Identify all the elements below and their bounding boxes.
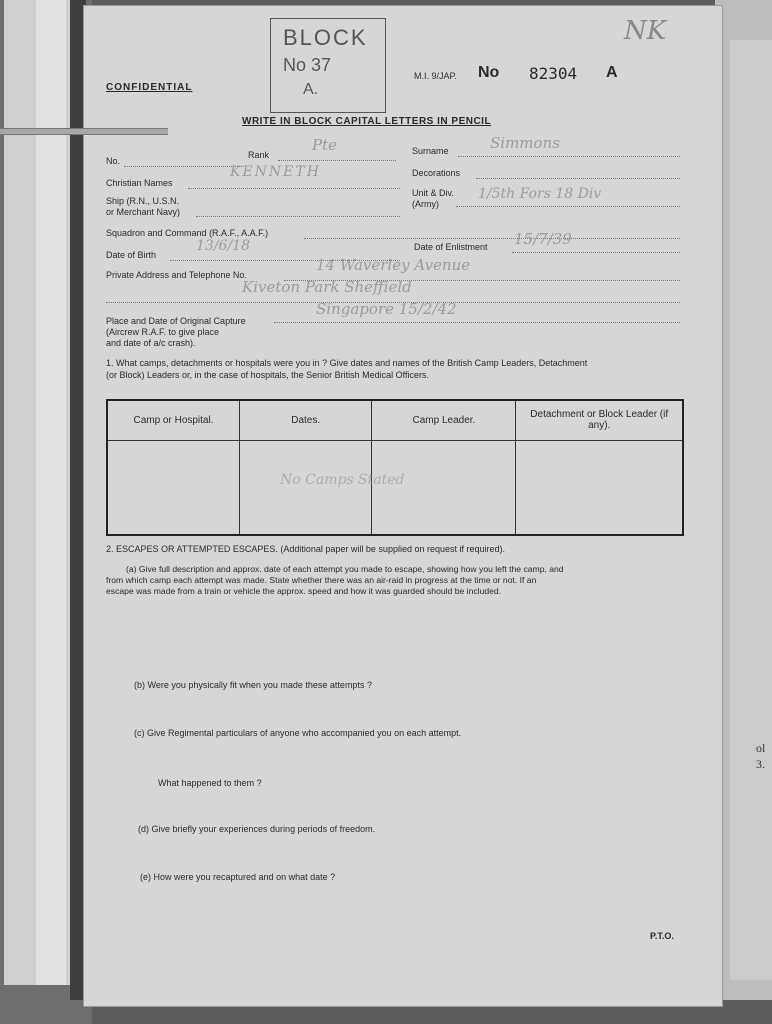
form-page (84, 6, 722, 1006)
section2-a-line-3: escape was made from a train or vehicle the approx. speed and how it was guarded should be included. (106, 586, 502, 596)
col-dates: Dates. (239, 400, 371, 440)
capture-label-3: and date of a/c crash). (106, 338, 196, 348)
enlistment-label: Date of Enlistment (414, 242, 488, 252)
mi-reference: M.I. 9/JAP. (414, 71, 457, 81)
unit-label-1: Unit & Div. (412, 188, 454, 198)
binder-spine-strip (36, 0, 66, 985)
col-camp-leader: Camp Leader. (372, 400, 516, 440)
section2-heading: 2. ESCAPES OR ATTEMPTED ESCAPES. (Additional paper will be supplied on request if required). (106, 544, 506, 554)
rank-value: Pte (312, 136, 337, 154)
no-label: No. (106, 156, 121, 166)
stamp-line-1: BLOCK (283, 25, 368, 50)
cell-camp (107, 440, 239, 535)
cell-detachment-leader (516, 440, 683, 535)
form-suffix: A (606, 64, 618, 81)
capture-label-1: Place and Date of Original Capture (106, 316, 246, 326)
section2-question-e: (e) How were you recaptured and on what date ? (140, 872, 336, 882)
christian-names-field-line (188, 188, 400, 189)
back-sheet-inner (730, 40, 772, 980)
surname-field-line (458, 156, 680, 157)
camps-table (106, 399, 684, 536)
unit-label-2: (Army) (412, 199, 439, 209)
capture-label-2: (Aircrew R.A.F. to give place (106, 327, 220, 337)
section1-question-line-1: 1. What camps, detachments or hospitals were you in ? Give dates and names of the British Camp Leaders, Detachment (106, 358, 588, 368)
dob-value: 13/6/18 (196, 238, 250, 254)
capture-value: Singapore 15/2/42 (316, 300, 457, 318)
section2-question-c-followup: What happened to them ? (158, 778, 262, 788)
section2-question-d: (d) Give briefly your experiences during periods of freedom. (138, 824, 376, 834)
corner-initials: NK (624, 16, 667, 46)
section2-question-b: (b) Were you physically fit when you made these attempts ? (134, 680, 372, 690)
decorations-field-line (476, 178, 680, 179)
no-field-line (124, 166, 244, 167)
surname-value: Simmons (490, 134, 560, 152)
ship-field-line (196, 216, 400, 217)
stamp-line-3: A. (303, 81, 319, 98)
form-number: 82304 (529, 64, 578, 83)
unit-field-line (456, 206, 680, 207)
address-value-2: Kiveton Park Sheffield (242, 278, 412, 296)
unit-value: 1/5th Fors 18 Div (478, 186, 602, 202)
ship-label-1: Ship (R.N., U.S.N. (106, 196, 180, 206)
col-camp-or-hospital: Camp or Hospital. (107, 400, 239, 440)
address-value-1: 14 Waverley Avenue (316, 256, 471, 274)
enlistment-field-line (512, 252, 680, 253)
section2-a-line-1: (a) Give full description and approx. date of each attempt you made to escape, showing how you left the camp, and (126, 564, 564, 574)
surname-label: Surname (412, 146, 449, 156)
binding-string (0, 128, 168, 135)
section2-question-c: (c) Give Regimental particulars of anyone who accompanied you on each attempt. (134, 728, 462, 738)
rank-label: Rank (248, 150, 270, 160)
instruction-heading: WRITE IN BLOCK CAPITAL LETTERS IN PENCIL (242, 116, 492, 127)
camps-table-header (107, 400, 683, 440)
section2-a-line-2: from which camp each attempt was made. State whether there was an air-raid in progress at the time or not. If an (106, 575, 537, 585)
rank-field-line (278, 160, 396, 161)
christian-names-value: KENNETH (230, 164, 321, 180)
decorations-label: Decorations (412, 168, 461, 178)
back-sheet-text: ol 3. (756, 741, 766, 771)
number-label: No (478, 64, 500, 81)
table-note: No Camps Stated (280, 472, 405, 488)
capture-field-line (274, 322, 680, 323)
address-label: Private Address and Telephone No. (106, 270, 247, 280)
dob-label: Date of Birth (106, 250, 157, 260)
binder-left (0, 0, 92, 1024)
squadron-field-line (304, 238, 680, 239)
confidential-label: CONFIDENTIAL (106, 82, 193, 93)
enlistment-value: 15/7/39 (514, 230, 572, 248)
pto-label: P.T.O. (650, 931, 674, 941)
squadron-label: Squadron and Command (R.A.F., A.A.F.) (106, 228, 269, 238)
section1-question-line-2: (or Block) Leaders or, in the case of hospitals, the Senior British Medical Officers. (106, 370, 429, 380)
christian-names-label: Christian Names (106, 178, 173, 188)
stamp-line-2: No 37 (283, 55, 332, 75)
ship-label-2: or Merchant Navy) (106, 207, 181, 217)
col-detachment-leader: Detachment or Block Leader (if any). (516, 400, 683, 440)
block-stamp (270, 18, 386, 113)
